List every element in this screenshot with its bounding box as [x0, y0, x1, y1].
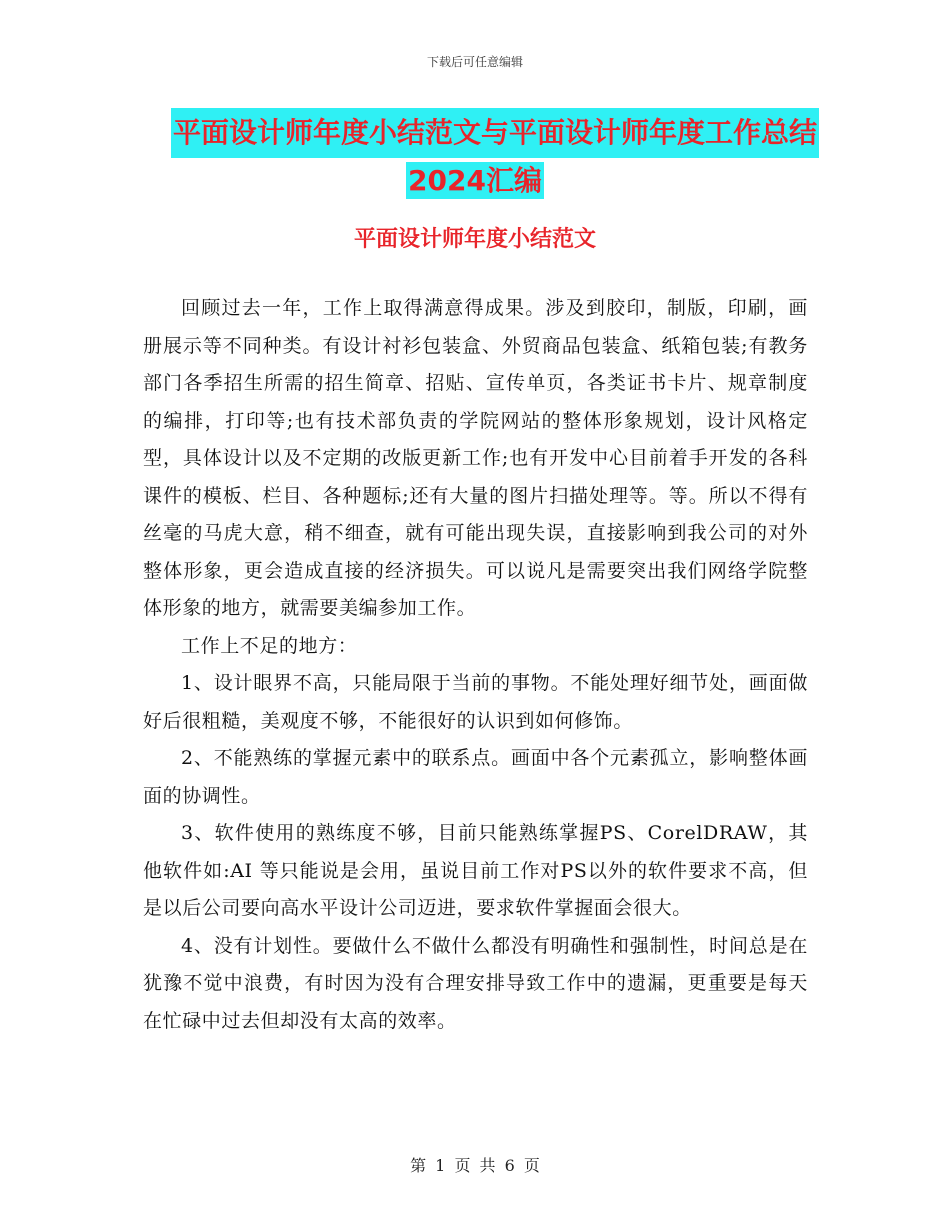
paragraph-item-3: 3、软件使用的熟练度不够，目前只能熟练掌握PS、CorelDRAW，其他软件如:AI 等只能说是会用，虽说目前工作对PS以外的软件要求不高，但是以后公司要向高水平设计公司迈进，要求软件掌握面会很大。 — [143, 822, 808, 919]
document-title-line-1: 平面设计师年度小结范文与平面设计师年度工作总结 — [171, 108, 819, 158]
paragraph-item-2: 2、不能熟练的掌握元素中的联系点。画面中各个元素孤立，影响整体画面的协调性。 — [143, 747, 808, 807]
section-title: 平面设计师年度小结范文 — [353, 227, 596, 252]
paragraph-shortcomings-heading: 工作上不足的地方： — [181, 634, 358, 657]
paragraph-intro: 回顾过去一年，工作上取得满意得成果。涉及到胶印，制版，印刷，画册展示等不同种类。有设计衬衫包装盒、外贸商品包装盒、纸箱包装;有教务部门各季招生所需的招生简章、招贴、宣传单页，各类证书卡片、规章制度的编排，打印等;也有技术部负责的学院网站的整体形象规划，设计风格定型，具体设计以及不定期的改版更新工作;也有开发中心目前着手开发的各科课件的模板、栏目、各种题标;还有大量的图片扫描处理等。等。所以不得有丝毫的马虎大意，稍不细查，就有可能出现失误，直接影响到我公司的对外整体形象，更会造成直接的经济损失。可以说凡是需要突出我们网络学院整体形象的地方，就需要美编参加工作。 — [143, 297, 808, 619]
paragraph-item-4: 4、没有计划性。要做什么不做什么都没有明确性和强制性，时间总是在犹豫不觉中浪费，有时因为没有合理安排导致工作中的遗漏，更重要是每天在忙碌中过去但却没有太高的效率。 — [143, 934, 808, 1032]
document-title-line-2: 2024汇编 — [408, 164, 542, 197]
page-number-footer: 第 1 页 共 6 页 — [410, 1156, 540, 1175]
paragraph-item-1: 1、设计眼界不高，只能局限于当前的事物。不能处理好细节处，画面做好后很粗糙，美观度不够，不能很好的认识到如何修饰。 — [143, 672, 808, 732]
document-body — [143, 290, 808, 1040]
page-header-note: 下载后可任意编辑 — [426, 55, 523, 69]
document-title — [0, 108, 950, 204]
